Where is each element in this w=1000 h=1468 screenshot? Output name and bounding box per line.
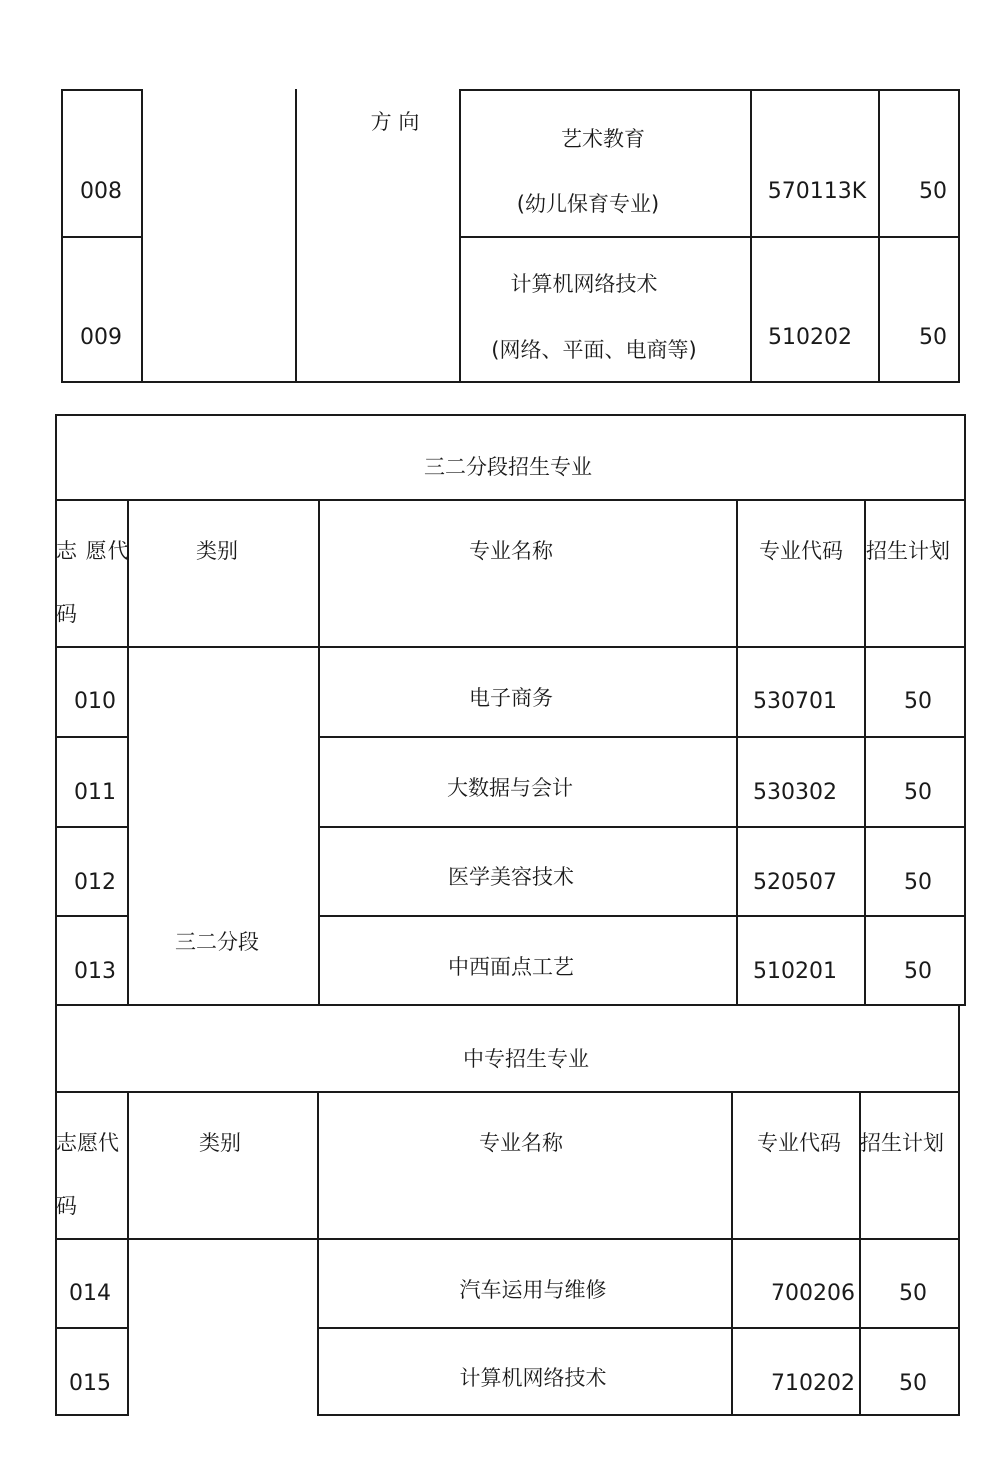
header-code-cont: 码 (56, 602, 77, 626)
table-2-col-divider (736, 499, 738, 1006)
table-2-row-divider (55, 826, 129, 828)
table-2-row-divider (55, 736, 129, 738)
table-3-title-divider (55, 1091, 960, 1093)
header-category: 类别 (199, 1131, 241, 1155)
table-1-col-divider (878, 89, 880, 383)
header-category: 类别 (196, 539, 238, 563)
table-1-row-divider (459, 236, 960, 238)
table-row-major-code: 700206 (771, 1281, 855, 1306)
table-row-name: 中西面点工艺 (448, 955, 574, 979)
table-row-name-note: (幼儿保育专业) (516, 192, 660, 216)
table-2-border (55, 414, 966, 416)
table-row-major-code: 510202 (768, 325, 852, 350)
category-value: 三二分段 (175, 930, 259, 954)
table-row-code: 012 (74, 870, 116, 895)
table-3-col-divider (317, 1091, 319, 1416)
table-row-plan: 50 (904, 959, 932, 984)
table-row-plan: 50 (904, 780, 932, 805)
table-row-name: 计算机网络技术 (459, 1366, 607, 1390)
table-2-row-divider (318, 736, 966, 738)
table-row-plan: 50 (899, 1281, 927, 1306)
header-major-code: 专业代码 (759, 539, 843, 563)
table-2-border (964, 414, 966, 1006)
header-code-cont: 码 (56, 1194, 77, 1218)
header-code: 志愿代 (56, 1131, 119, 1155)
table-title: 三二分段招生专业 (424, 455, 592, 479)
table-2-col-divider (127, 499, 129, 1006)
table-3-col-divider (127, 1091, 129, 1416)
table-1-col-divider (141, 89, 143, 383)
table-row-name: 计算机网络技术 (510, 272, 658, 296)
table-1-border (61, 89, 63, 383)
table-row-name: 大数据与会计 (447, 776, 573, 800)
table-row-major-code: 510201 (753, 959, 837, 984)
table-title: 中专招生专业 (463, 1047, 589, 1071)
table-row-code: 008 (80, 179, 122, 204)
table-3-header-divider (55, 1238, 960, 1240)
table-2-row-divider (318, 915, 966, 917)
table-1-row-divider (61, 236, 143, 238)
table-1-border (61, 381, 960, 383)
header-major-code: 专业代码 (757, 1131, 841, 1155)
table-3-border (317, 1414, 960, 1416)
table-1-col-divider (459, 89, 461, 383)
table-row-code: 014 (69, 1281, 111, 1306)
table-3-row-divider (55, 1327, 129, 1329)
table-row-major-code: 530302 (753, 780, 837, 805)
table-row-major-code: 710202 (771, 1371, 855, 1396)
table-3-border (958, 1004, 960, 1416)
direction-label: 方 向 (370, 110, 420, 134)
table-1-col-divider (750, 89, 752, 383)
table-2-border (55, 1004, 966, 1006)
table-row-code: 010 (74, 689, 116, 714)
table-3-col-divider (731, 1091, 733, 1416)
table-2-header-divider (55, 646, 966, 648)
table-2-row-divider (55, 915, 129, 917)
table-1-border (958, 89, 960, 383)
table-2-title-divider (55, 499, 966, 501)
table-row-name-note: (网络、平面、电商等) (491, 338, 697, 362)
table-row-name: 电子商务 (469, 686, 553, 710)
header-code: 志 愿代 (56, 539, 130, 563)
table-row-plan: 50 (899, 1371, 927, 1396)
table-row-code: 011 (74, 780, 116, 805)
table-2-col-divider (864, 499, 866, 1006)
table-row-code: 009 (80, 325, 122, 350)
table-3-row-divider (317, 1327, 960, 1329)
table-1-border (459, 89, 960, 91)
table-3-border (55, 1414, 129, 1416)
header-name: 专业名称 (479, 1131, 563, 1155)
table-1-col-divider (295, 89, 297, 383)
table-row-plan: 50 (904, 689, 932, 714)
table-row-major-code: 570113K (767, 179, 867, 204)
table-2-border (55, 414, 57, 1006)
table-2-col-divider (318, 499, 320, 1006)
header-name: 专业名称 (469, 539, 553, 563)
table-row-name: 医学美容技术 (448, 865, 574, 889)
table-row-plan: 50 (919, 179, 947, 204)
table-row-code: 013 (74, 959, 116, 984)
table-1-border (61, 89, 143, 91)
table-row-plan: 50 (904, 870, 932, 895)
table-row-major-code: 530701 (753, 689, 837, 714)
table-row-name: 艺术教育 (561, 127, 645, 151)
table-row-code: 015 (69, 1371, 111, 1396)
header-plan: 招生计划 (860, 1131, 944, 1155)
table-row-name: 汽车运用与维修 (459, 1278, 607, 1302)
header-plan: 招生计划 (866, 539, 950, 563)
table-2-row-divider (318, 826, 966, 828)
table-row-plan: 50 (919, 325, 947, 350)
table-row-major-code: 520507 (753, 870, 837, 895)
